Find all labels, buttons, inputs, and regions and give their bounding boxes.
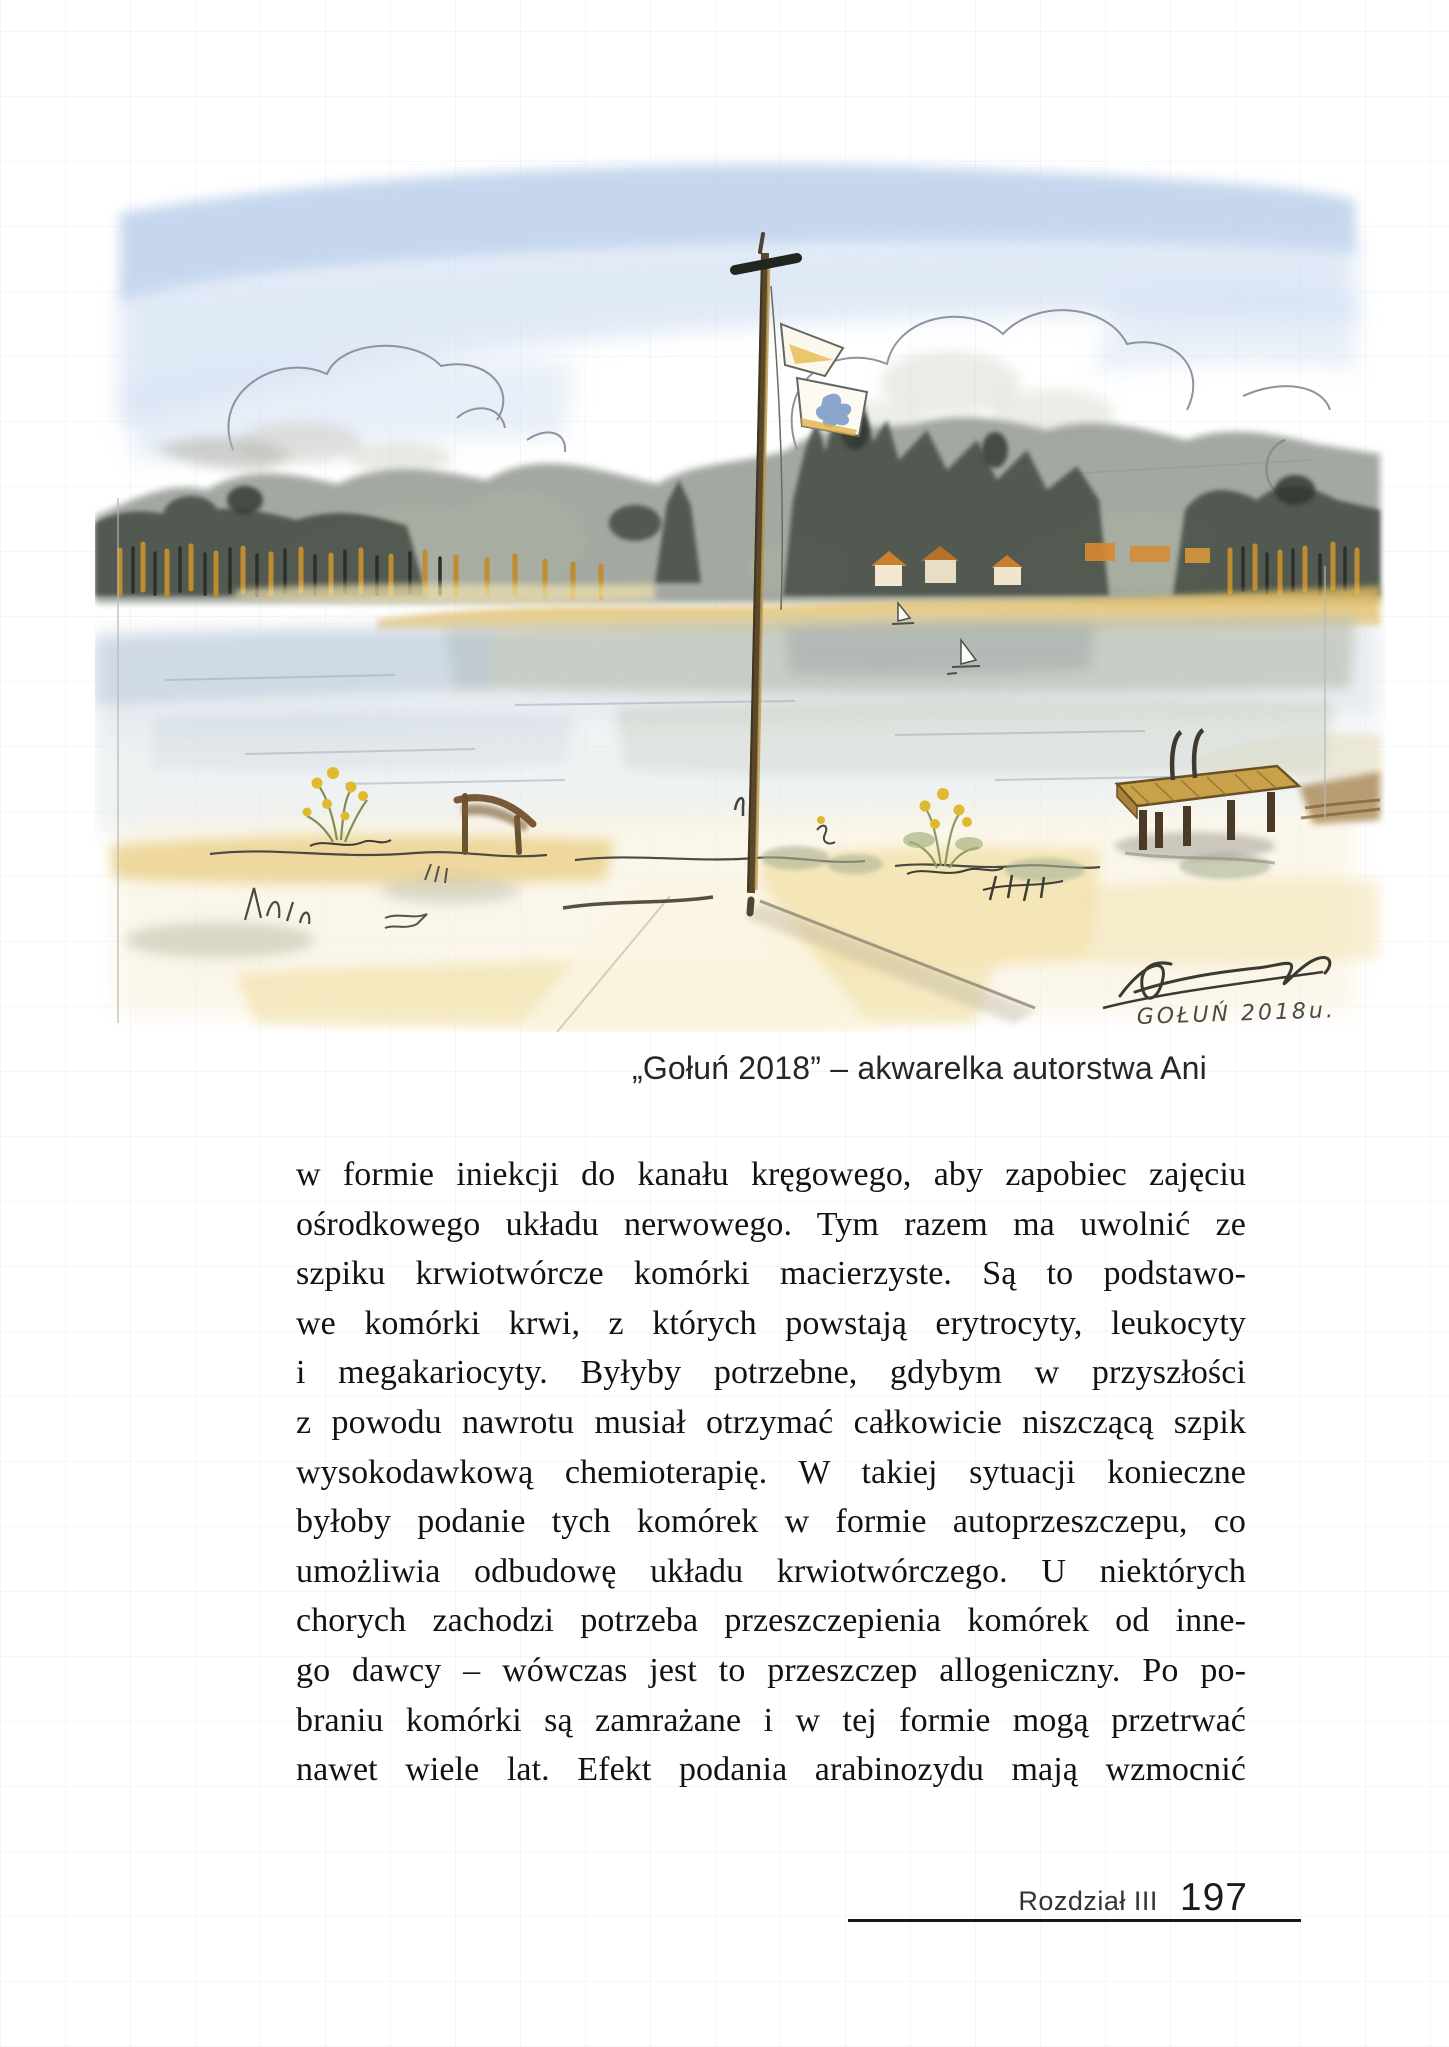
body-line: byłoby podanie tych komórek w formie autoprzeszczepu, co — [296, 1503, 1246, 1541]
body-line: we komórki krwi, z których powstają erytrocyty, leukocyty — [296, 1304, 1246, 1342]
body-line: szpiku krwiotwórcze komórki macierzyste. Są to podstawo- — [296, 1255, 1246, 1293]
body-line: z powodu nawrotu musiał otrzymać całkowicie niszczącą szpik — [296, 1403, 1246, 1441]
body-line: chorych zachodzi potrzeba przeszczepienia komórek od inne- — [296, 1602, 1246, 1640]
flags — [781, 324, 867, 436]
page-footer — [1018, 1876, 1248, 1920]
footer-page-number: 197 — [1179, 1876, 1248, 1919]
body-line: wysokodawkową chemioterapię. W takiej sytuacji konieczne — [296, 1453, 1246, 1491]
body-line: ośrodkowego układu nerwowego. Tym razem ma uwolnić ze — [296, 1205, 1246, 1243]
body-paragraph — [296, 1150, 1246, 1795]
body-line: i megakariocyty. Byłyby potrzebne, gdybym w przyszłości — [296, 1354, 1246, 1392]
body-line: umożliwia odbudowę układu krwiotwórczego. U niektórych — [296, 1552, 1246, 1590]
body-line: braniu komórki są zamrażane i w tej formie mogą przetrwać — [296, 1701, 1246, 1739]
painting-caption: „Gołuń 2018” – akwarelka autorstwa Ani — [631, 1050, 1207, 1086]
body-line: w formie iniekcji do kanału kręgowego, aby zapobiec zajęciu — [296, 1156, 1246, 1193]
footer-chapter-label: Rozdział III — [1018, 1886, 1158, 1916]
body-line: go dawcy – wówczas jest to przeszczep allogeniczny. Po po- — [296, 1651, 1246, 1689]
footer-rule — [848, 1919, 1301, 1922]
signature-text: GOŁUŃ 2018u. — [1136, 998, 1337, 1030]
body-line: nawet wiele lat. Efekt podania arabinozydu mają wzmocnić — [296, 1751, 1246, 1789]
watercolor-painting — [95, 118, 1385, 1032]
